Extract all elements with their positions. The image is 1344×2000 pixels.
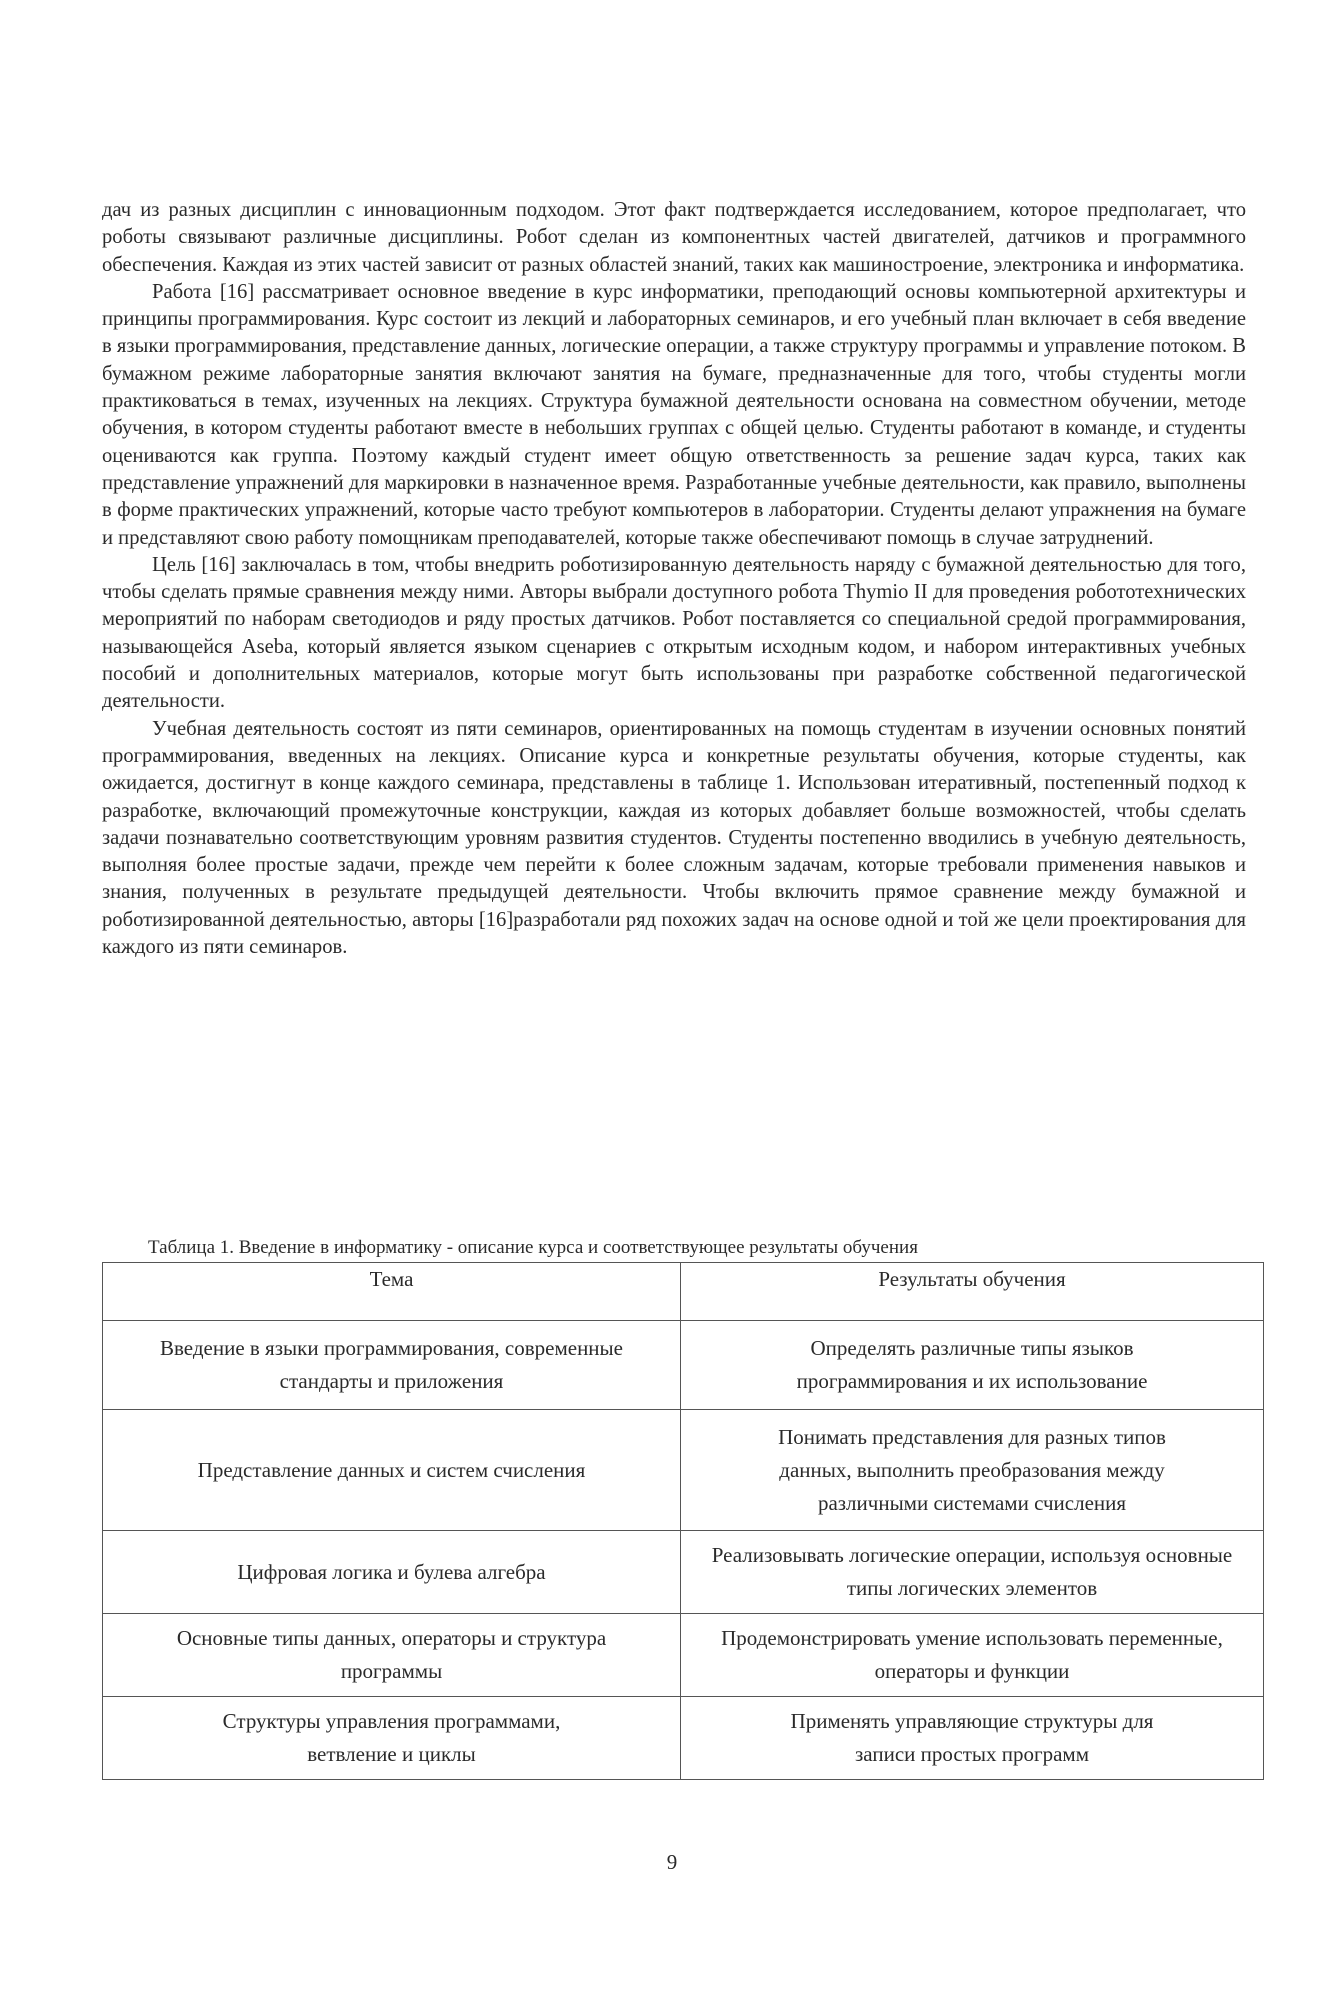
outcome-cell: Определять различные типы языков программирования и их использование bbox=[681, 1321, 1264, 1410]
topic-cell: Структуры управления программами, ветвление и циклы bbox=[103, 1697, 681, 1780]
body-text bbox=[102, 197, 1246, 961]
paragraph-2: Работа [16] рассматривает основное введение в курс информатики, преподающий основы компьютерной архитектуры и принципы программирования. Курс состоит из лекций и лабораторных семинаров, и его учебный план включает в себя введение в языки программирования, представление данных, логические операции, а также структуру программы и управление потоком. В бумажном режиме лабораторные занятия включают занятия на бумаге, предназначенные для того, чтобы студенты могли практиковаться в темах, изученных на лекциях. Структура бумажной деятельности основана на совместном обучении, методе обучения, в котором студенты работают вместе в небольших группах с общей целью. Студенты работают в команде, и студенты оцениваются как группа. Поэтому каждый студент имеет общую ответственность за решение задач курса, таких как представление упражнений для маркировки в назначенное время. Разработанные учебные деятельности, как правило, выполнены в форме практических упражнений, которые часто требуют компьютеров в лаборатории. Студенты делают упражнения на бумаге и представляют свою работу помощникам преподавателей, которые также обеспечивают помощь в случае затруднений. bbox=[102, 280, 1246, 549]
table-row bbox=[103, 1410, 1264, 1531]
paragraph-1: дач из разных дисциплин с инновационным подходом. Этот факт подтверждается исследованием, которое предполагает, что роботы связывают различные дисциплины. Робот сделан из компонентных частей двигателей, датчиков и программного обеспечения. Каждая из этих частей зависит от разных областей знаний, таких как машиностроение, электроника и информатика. bbox=[102, 199, 1246, 276]
header-topic: Тема bbox=[103, 1263, 681, 1321]
header-outcomes: Результаты обучения bbox=[681, 1263, 1264, 1321]
paragraph-3: Цель [16] заключалась в том, чтобы внедрить роботизированную деятельность наряду с бумажной деятельностью для того, чтобы сделать прямые сравнения между ними. Авторы выбрали доступного робота Thymio II для проведения робототехнических мероприятий по наборам светодиодов и ряду простых датчиков. Робот поставляется со специальной средой программирования, называющейся Aseba, который является языком сценариев с открытым исходным кодом, и набором интерактивных учебных пособий и дополнительных материалов, которые могут быть использованы при разработке собственной педагогической деятельности. bbox=[102, 553, 1246, 713]
table-caption: Таблица 1. Введение в информатику - описание курса и соответствующее результаты обучения bbox=[148, 1237, 918, 1258]
outcome-cell: Продемонстрировать умение использовать переменные, операторы и функции bbox=[681, 1614, 1264, 1697]
table-row bbox=[103, 1321, 1264, 1410]
topic-cell: Цифровая логика и булева алгебра bbox=[103, 1531, 681, 1614]
table-row bbox=[103, 1697, 1264, 1780]
topic-cell: Введение в языки программирования, современные стандарты и приложения bbox=[103, 1321, 681, 1410]
table-row bbox=[103, 1614, 1264, 1697]
topic-cell: Представление данных и систем счисления bbox=[103, 1410, 681, 1531]
outcome-cell: Применять управляющие структуры для записи простых программ bbox=[681, 1697, 1264, 1780]
learning-outcomes-table bbox=[102, 1262, 1264, 1780]
page-number: 9 bbox=[666, 1850, 678, 1874]
table-row bbox=[103, 1531, 1264, 1614]
paragraph-4: Учебная деятельность состоят из пяти семинаров, ориентированных на помощь студентам в изучении основных понятий программирования, введенных на лекциях. Описание курса и конкретные результаты обучения, которые студенты, как ожидается, достигнут в конце каждого семинара, представлены в таблице 1. Использован итеративный, постепенный подход к разработке, включающий промежуточные конструкции, каждая из которых добавляет больше возможностей, чтобы сделать задачи познавательно соответствующим уровням развития студентов. Студенты постепенно вводились в учебную деятельность, выполняя более простые задачи, прежде чем перейти к более сложным задачам, которые требовали применения навыков и знания, полученных в результате предыдущей деятельности. Чтобы включить прямое сравнение между бумажной и роботизированной деятельностью, авторы [16]разработали ряд похожих задач на основе одной и той же цели проектирования для каждого из пяти семинаров. bbox=[102, 717, 1246, 959]
outcome-cell: Понимать представления для разных типов данных, выполнить преобразования между различными системами счисления bbox=[681, 1410, 1264, 1531]
outcome-cell: Реализовывать логические операции, используя основные типы логических элементов bbox=[681, 1531, 1264, 1614]
topic-cell: Основные типы данных, операторы и структура программы bbox=[103, 1614, 681, 1697]
table-header-row bbox=[103, 1263, 1264, 1321]
